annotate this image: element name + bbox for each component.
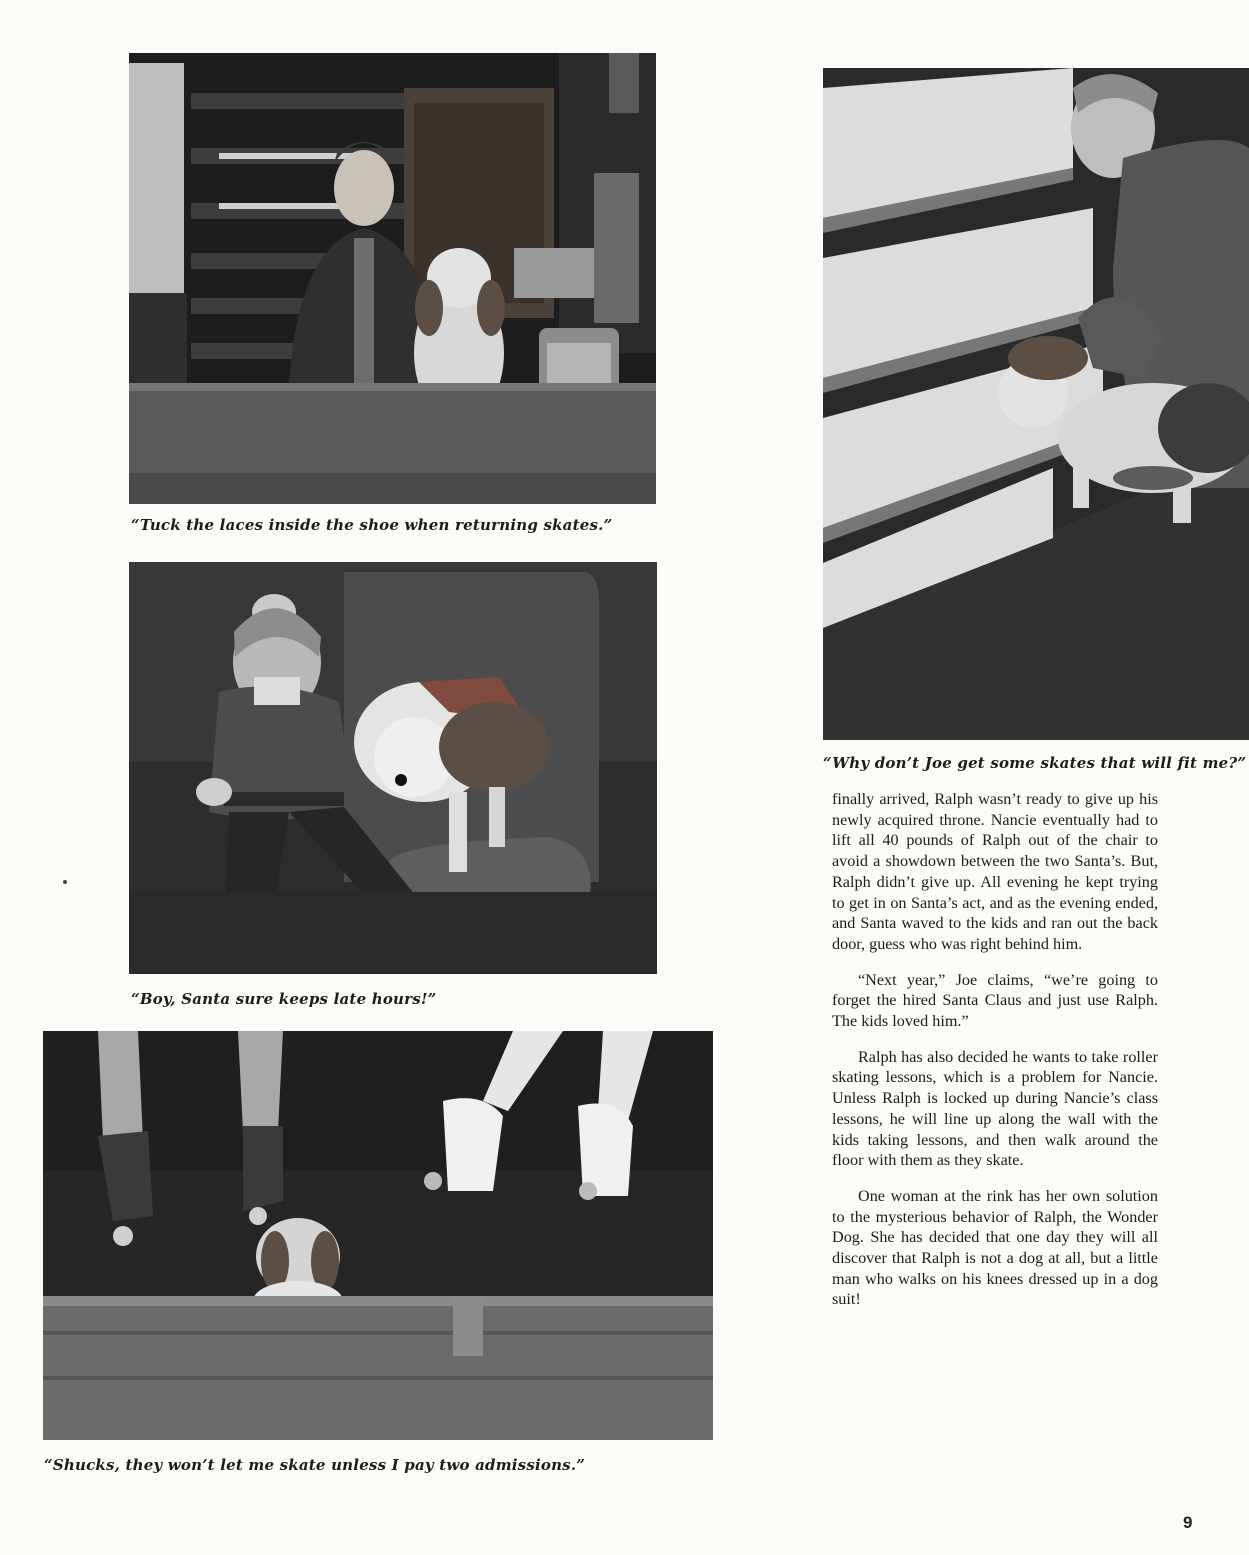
print-speck <box>63 880 67 884</box>
page-number: 9 <box>1183 1513 1193 1532</box>
photo-skate-rack-image <box>823 68 1249 740</box>
photo-santa-chair <box>129 562 657 974</box>
photo-skate-counter-image <box>129 53 656 504</box>
caption-skate-counter: “Tuck the laces inside the shoe when returning skates.” <box>131 516 613 534</box>
photo-skaters-legs-image <box>43 1031 713 1440</box>
article-paragraph: “Next year,” Joe claims, “we’re going to forget the hired Santa Claus and just use Ralph. The kids loved him.” <box>832 970 1158 1031</box>
caption-santa-chair: “Boy, Santa sure keeps late hours!” <box>131 990 437 1008</box>
article-text <box>832 789 1158 1325</box>
article-paragraph: One woman at the rink has her own solution to the mysterious behavior of Ralph, the Wonder Dog. She has decided that one day they will all discover that Ralph is not a dog at all, but a little man who walks on his knees dressed up in a dog suit! <box>832 1186 1158 1309</box>
photo-santa-chair-image <box>129 562 657 974</box>
caption-skaters-legs: “Shucks, they won’t let me skate unless I pay two admissions.” <box>44 1456 586 1474</box>
article-paragraph: finally arrived, Ralph wasn’t ready to give up his newly acquired throne. Nancie eventually had to lift all 40 pounds of Ralph out of the chair to avoid a showdown between the two Santa’s. But, Ralph didn’t give up. All evening he kept trying to get in on Santa’s act, and as the evening ended, and Santa waved to the kids and ran out the back door, guess who was right behind him. <box>832 790 1158 953</box>
photo-skate-counter <box>129 53 656 504</box>
article-paragraph: Ralph has also decided he wants to take roller skating lessons, which is a problem for Nancie. Unless Ralph is locked up during Nancie’s class lessons, he will line up along the wall with the kids taking lessons, and then walk around the floor with them as they skate. <box>832 1047 1158 1170</box>
photo-skaters-legs <box>43 1031 713 1440</box>
photo-skate-rack <box>823 68 1249 740</box>
caption-skate-rack: “Why don’t Joe get some skates that will fit me?” <box>823 754 1247 772</box>
